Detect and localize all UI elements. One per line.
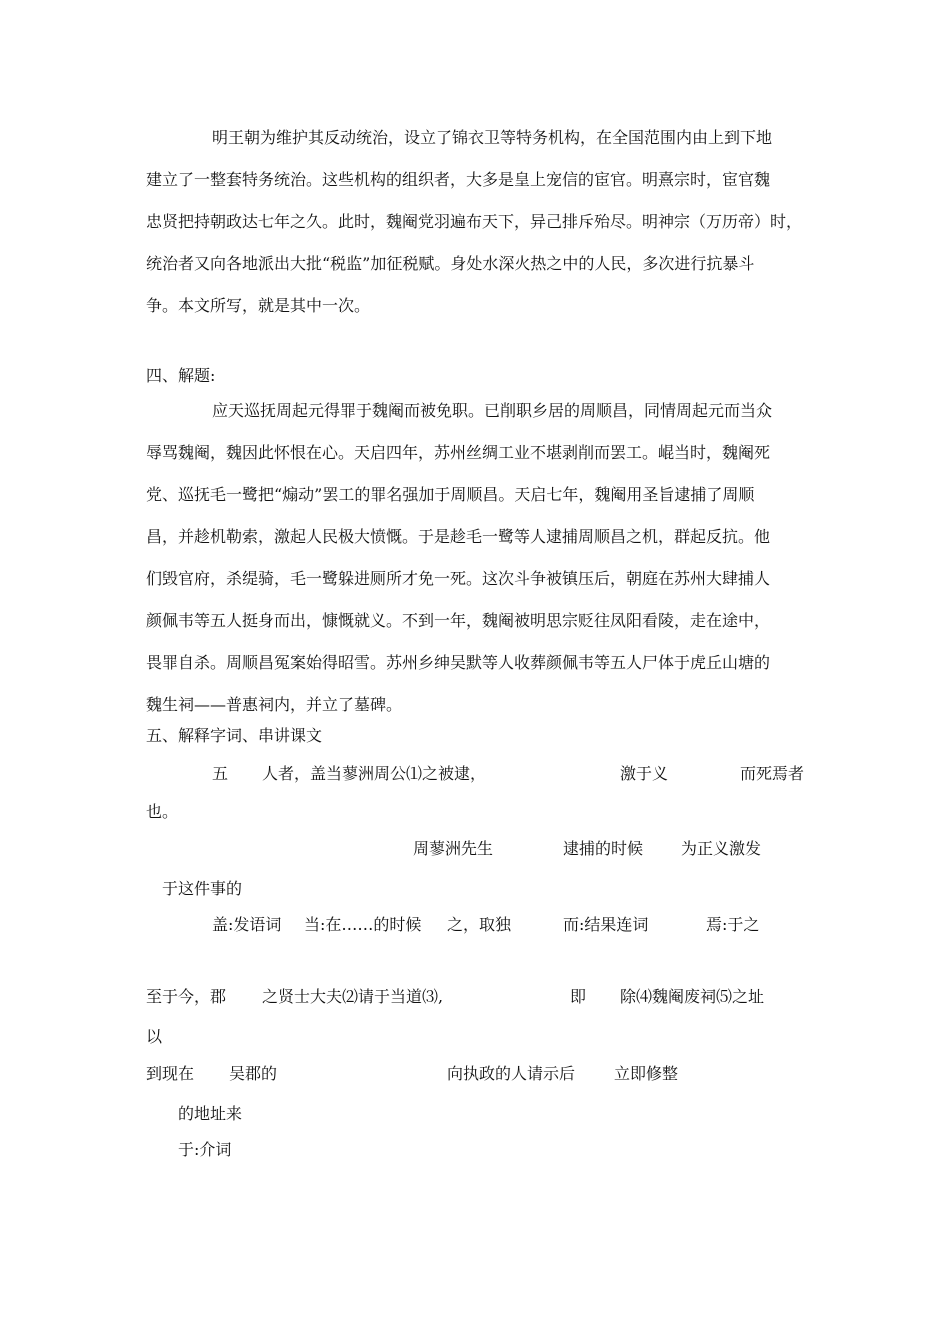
passage-1-seg-1: 五 bbox=[212, 764, 229, 783]
section-4-line-5: 们毁官府，杀缇骑，毛一鹭躲进厕所才免一死。这次斗争被镇压后，朝庭在苏州大肆捕人 bbox=[146, 569, 771, 588]
gloss-2-c: 向执政的人请示后 bbox=[447, 1064, 576, 1083]
section-4-heading: 四、解题: bbox=[146, 366, 216, 385]
passage-2-seg-5: 以 bbox=[146, 1027, 163, 1046]
section-5-heading: 五、解释字词、串讲课文 bbox=[146, 726, 323, 745]
section-4-line-2: 辱骂魏阉，魏因此怀恨在心。天启四年，苏州丝绸工业不堪剥削而罢工。崐当时，魏阉死 bbox=[146, 443, 771, 462]
passage-1-seg-5: 也。 bbox=[146, 802, 179, 821]
note-1-c: 之，取独 bbox=[447, 915, 512, 934]
background-line-1: 明王朝为维护其反动统治，设立了锦衣卫等特务机构，在全国范围内由上到下地 bbox=[212, 128, 773, 147]
section-4-line-4: 昌，并趁机勒索，激起人民极大愤慨。于是趁毛一鹭等人逮捕周顺昌之机，群起反抗。他 bbox=[146, 527, 771, 546]
gloss-1-b: 逮捕的时候 bbox=[563, 839, 644, 858]
background-line-4: 统治者又向各地派出大批“税监”加征税赋。身处水深火热之中的人民，多次进行抗暴斗 bbox=[146, 254, 755, 273]
note-1-a: 盖:发语词 bbox=[212, 915, 282, 934]
section-4-line-7: 畏罪自杀。周顺昌冤案始得昭雪。苏州乡绅吴默等人收葬颜佩韦等五人尸体于虎丘山塘的 bbox=[146, 653, 771, 672]
note-2-a: 于:介词 bbox=[178, 1140, 232, 1159]
gloss-2-b: 吴郡的 bbox=[229, 1064, 278, 1083]
section-4-line-6: 颜佩韦等五人挺身而出，慷慨就义。不到一年，魏阉被明思宗贬往凤阳看陵，走在途中， bbox=[146, 611, 771, 630]
passage-1-seg-3: 激于义 bbox=[620, 764, 669, 783]
section-4-line-1: 应天巡抚周起元得罪于魏阉而被免职。已削职乡居的周顺昌，同情周起元而当众 bbox=[212, 401, 773, 420]
gloss-1-c: 为正义激发 bbox=[681, 839, 762, 858]
passage-2-seg-4: 除⑷魏阉废祠⑸之址 bbox=[620, 987, 765, 1006]
passage-2-seg-3: 即 bbox=[570, 987, 587, 1006]
section-4-line-3: 党、巡抚毛一鹭把“煽动”罢工的罪名强加于周顺昌。天启七年，魏阉用圣旨逮捕了周顺 bbox=[146, 485, 755, 504]
section-4-line-8: 魏生祠——普惠祠内，并立了墓碑。 bbox=[146, 695, 403, 714]
background-line-5: 争。本文所写，就是其中一次。 bbox=[146, 296, 371, 315]
background-line-3: 忠贤把持朝政达七年之久。此时，魏阉党羽遍布天下，异己排斥殆尽。明神宗（万历帝）时， bbox=[146, 212, 803, 231]
gloss-2-d: 立即修整 bbox=[614, 1064, 679, 1083]
passage-2-seg-1: 至于今，郡 bbox=[146, 987, 227, 1006]
passage-2-seg-2: 之贤士大夫⑵请于当道⑶, bbox=[262, 987, 444, 1006]
note-1-b: 当:在……的时候 bbox=[304, 915, 422, 934]
gloss-1-d: 于这件事的 bbox=[162, 879, 243, 898]
passage-1-seg-4: 而死焉者 bbox=[740, 764, 805, 783]
gloss-1-a: 周蓼洲先生 bbox=[413, 839, 494, 858]
gloss-2-a: 到现在 bbox=[146, 1064, 195, 1083]
note-1-d: 而:结果连词 bbox=[563, 915, 649, 934]
passage-1-seg-2: 人者，盖当蓼洲周公⑴之被逮， bbox=[262, 764, 487, 783]
note-1-e: 焉:于之 bbox=[706, 915, 760, 934]
background-line-2: 建立了一整套特务统治。这些机构的组织者，大多是皇上宠信的宦官。明熹宗时，宦官魏 bbox=[146, 170, 771, 189]
gloss-2-e: 的地址来 bbox=[178, 1104, 243, 1123]
